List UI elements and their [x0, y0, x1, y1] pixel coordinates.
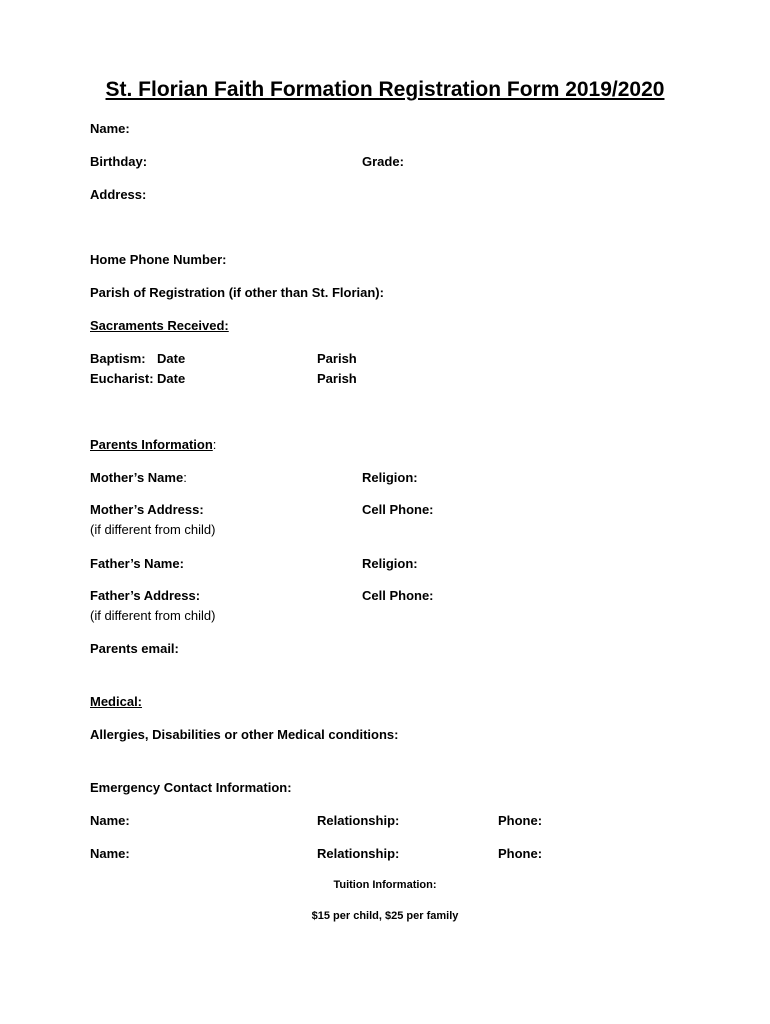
- emergency-name-label-2: Name:: [90, 846, 130, 861]
- mother-religion-label: Religion:: [362, 470, 418, 485]
- medical-heading: Medical:: [90, 694, 143, 709]
- parents-heading-colon: :: [212, 437, 217, 452]
- mother-address-label: Mother’s Address:: [90, 502, 204, 517]
- birthday-label: Birthday:: [90, 154, 148, 169]
- mother-address-note: (if different from child): [90, 522, 216, 537]
- baptism-parish-label: Parish: [317, 351, 357, 366]
- emergency-relationship-label-2: Relationship:: [317, 846, 400, 861]
- mother-name-label: [90, 470, 187, 485]
- grade-label: Grade:: [362, 154, 404, 169]
- home-phone-label: Home Phone Number:: [90, 252, 227, 267]
- emergency-name-label-1: Name:: [90, 813, 130, 828]
- parents-heading-text: Parents Information: [90, 437, 213, 452]
- parents-heading: [90, 437, 216, 452]
- emergency-heading: Emergency Contact Information:: [90, 780, 292, 795]
- form-title: St. Florian Faith Formation Registration Form 2019/2020: [105, 78, 665, 101]
- emergency-relationship-label-1: Relationship:: [317, 813, 400, 828]
- eucharist-date-label: Date: [157, 371, 186, 386]
- father-religion-label: Religion:: [362, 556, 418, 571]
- tuition-heading: Tuition Information:: [333, 879, 437, 891]
- medical-conditions-label: Allergies, Disabilities or other Medical conditions:: [90, 727, 399, 742]
- tuition-cost: $15 per child, $25 per family: [311, 910, 459, 922]
- eucharist-parish-label: Parish: [317, 371, 357, 386]
- emergency-phone-label-2: Phone:: [498, 846, 543, 861]
- baptism-label: Baptism:: [90, 351, 146, 366]
- father-address-label: Father’s Address:: [90, 588, 201, 603]
- parish-registration-label: Parish of Registration (if other than St. Florian):: [90, 285, 384, 300]
- baptism-date-label: Date: [157, 351, 186, 366]
- emergency-phone-label-1: Phone:: [498, 813, 543, 828]
- father-name-label: Father’s Name:: [90, 556, 184, 571]
- father-cell-phone-label: Cell Phone:: [362, 588, 434, 603]
- mother-name-colon: :: [183, 470, 187, 485]
- student-name-label: Name:: [90, 121, 130, 136]
- father-address-note: (if different from child): [90, 608, 216, 623]
- sacraments-heading: Sacraments Received:: [90, 318, 229, 333]
- parents-email-label: Parents email:: [90, 641, 179, 656]
- mother-cell-phone-label: Cell Phone:: [362, 502, 434, 517]
- mother-name-text: Mother’s Name: [90, 470, 184, 485]
- address-label: Address:: [90, 187, 147, 202]
- eucharist-label: Eucharist:: [90, 371, 154, 386]
